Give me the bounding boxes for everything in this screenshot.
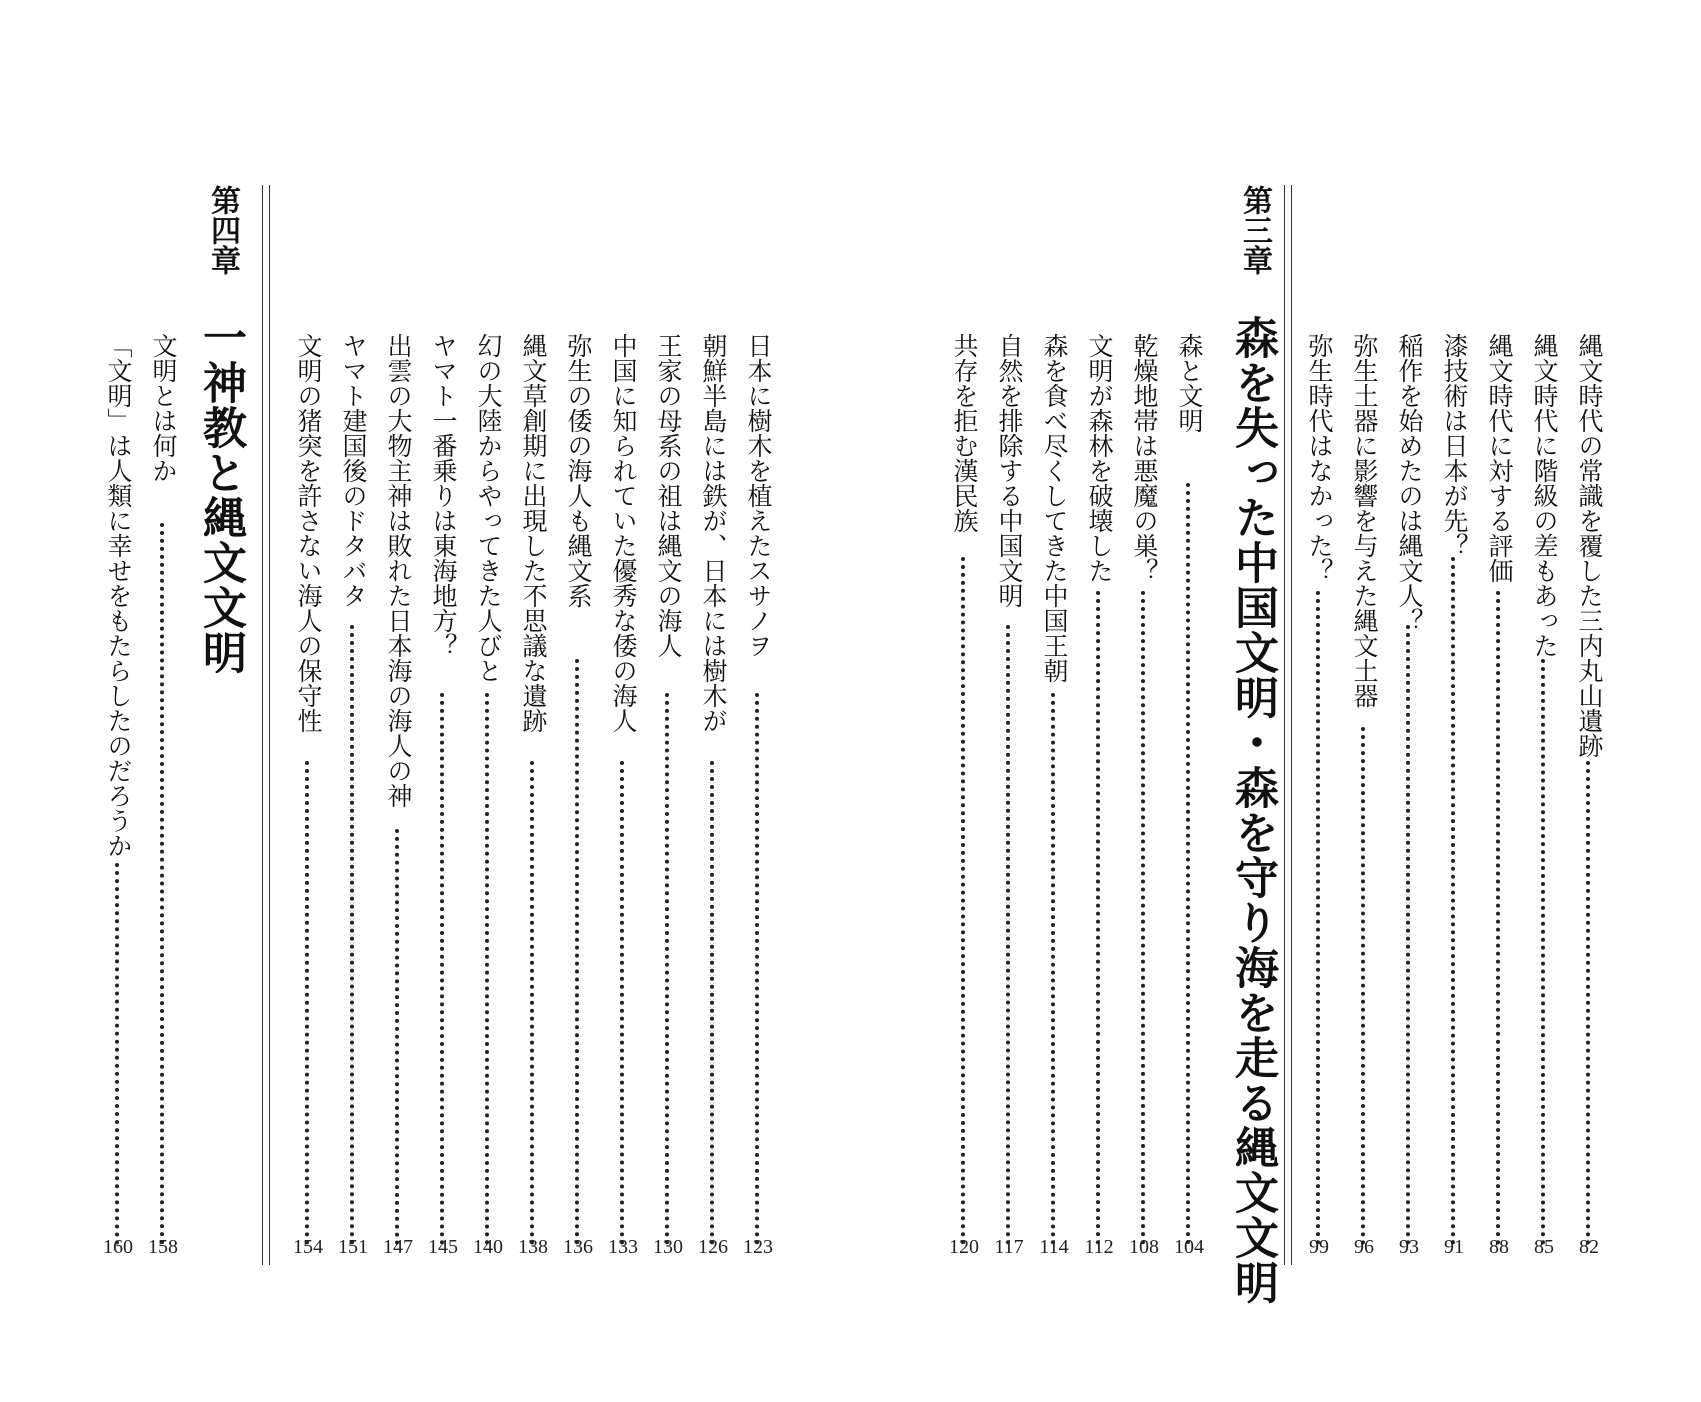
toc-entry-title: 森を食べ尽くしてきた中国王朝 (1040, 333, 1069, 683)
dot-leader (1586, 761, 1590, 1245)
chapter-rule (1284, 185, 1292, 1265)
chapter-rule (262, 185, 270, 1265)
toc-page-number: 126 (698, 1236, 728, 1258)
toc-page-number: 104 (1174, 1236, 1204, 1258)
toc-entry[interactable] (606, 333, 640, 1253)
toc-entry-title: 稲作を始めたのは縄文人？ (1395, 333, 1424, 633)
toc-entry-title: 縄文草創期に出現した不思議な遺跡 (519, 333, 548, 733)
toc-entry-title: 弥生時代はなかった？ (1305, 333, 1334, 583)
dot-leader (1006, 625, 1010, 1245)
toc-entry[interactable] (651, 333, 685, 1253)
dot-leader (1316, 591, 1320, 1245)
toc-entry[interactable] (696, 333, 730, 1253)
dot-leader (755, 693, 759, 1245)
toc-entry-title: 弥生の倭の海人も縄文系 (564, 333, 593, 608)
toc-page-number: 91 (1444, 1236, 1464, 1258)
toc-entry[interactable] (1347, 333, 1381, 1253)
toc-page-number: 154 (293, 1236, 323, 1258)
dot-leader (440, 693, 444, 1245)
toc-page-number: 138 (518, 1236, 548, 1258)
toc-page-number: 117 (994, 1236, 1024, 1258)
toc-entry-title: 縄文時代に対する評価 (1485, 333, 1514, 583)
dot-leader (530, 761, 534, 1245)
toc-entry-title: 乾燥地帯は悪魔の巣？ (1130, 333, 1159, 583)
dot-leader (115, 863, 119, 1245)
toc-entry-title: 幻の大陸からやってきた人びと (474, 333, 503, 683)
toc-page-number: 160 (103, 1236, 133, 1258)
toc-entry-title: 弥生土器に影響を与えた縄文土器 (1350, 333, 1379, 708)
toc-entry[interactable] (471, 333, 505, 1253)
dot-leader (620, 761, 624, 1245)
toc-entry[interactable] (426, 333, 460, 1253)
toc-entry-title: 「文明」は人類に幸せをもたらしたのだろうか (104, 333, 133, 858)
toc-page-number: 158 (148, 1236, 178, 1258)
toc-entry[interactable] (1482, 333, 1516, 1253)
dot-leader (961, 557, 965, 1245)
toc-entry-title: 王家の母系の祖は縄文の海人 (654, 333, 683, 658)
toc-entry[interactable] (291, 333, 325, 1253)
toc-entry[interactable] (741, 333, 775, 1253)
toc-entry-title: 縄文時代の常識を覆した三内丸山遺跡 (1575, 333, 1604, 758)
toc-entry[interactable] (1302, 333, 1336, 1253)
dot-leader (1141, 591, 1145, 1245)
dot-leader (1186, 483, 1190, 1245)
toc-entry[interactable] (101, 333, 135, 1253)
toc-entry-title: 漆技術は日本が先？ (1440, 333, 1469, 558)
toc-entry[interactable] (381, 333, 415, 1253)
toc-page-number: 85 (1534, 1236, 1554, 1258)
dot-leader (710, 761, 714, 1245)
toc-entry[interactable] (516, 333, 550, 1253)
toc-entry-title: 縄文時代に階級の差もあった (1530, 333, 1559, 658)
toc-page-number: 82 (1579, 1236, 1599, 1258)
dot-leader (305, 761, 309, 1245)
toc-page-number: 112 (1084, 1236, 1114, 1258)
toc-entry-title: 朝鮮半島には鉄が、日本には樹木が (699, 333, 728, 733)
toc-entry-title: 自然を排除する中国文明 (995, 333, 1024, 608)
chapter-title: 森を失った中国文明・森を守り海を走る縄文文明 (1227, 315, 1278, 1305)
toc-page-number: 108 (1129, 1236, 1159, 1258)
toc-entry-title: 中国に知られていた優秀な倭の海人 (609, 333, 638, 733)
toc-entry-title: 文明とは何か (149, 333, 178, 483)
toc-entry[interactable] (1527, 333, 1561, 1253)
toc-page-number: 99 (1309, 1236, 1329, 1258)
toc-page-number: 151 (338, 1236, 368, 1258)
dot-leader (1406, 625, 1410, 1245)
chapter-number: 第三章 (1237, 185, 1272, 275)
toc-entry-title: 文明が森林を破壊した (1085, 333, 1114, 583)
toc-entry-title: 森と文明 (1175, 333, 1204, 433)
chapter-title: 一神教と縄文文明 (195, 315, 246, 675)
toc-entry-title: 文明の猪突を許さない海人の保守性 (294, 333, 323, 733)
dot-leader (395, 829, 399, 1245)
dot-leader (1051, 693, 1055, 1245)
toc-page-number: 123 (743, 1236, 773, 1258)
dot-leader (1541, 659, 1545, 1245)
dot-leader (160, 523, 164, 1245)
toc-entry[interactable] (1172, 333, 1206, 1253)
toc-entry[interactable] (947, 333, 981, 1253)
toc-page-number: 96 (1354, 1236, 1374, 1258)
toc-page-number: 120 (949, 1236, 979, 1258)
dot-leader (1361, 727, 1365, 1245)
toc-entry[interactable] (1082, 333, 1116, 1253)
toc-entry-title: ヤマト建国後のドタバタ (339, 333, 368, 608)
dot-leader (575, 659, 579, 1245)
dot-leader (1096, 591, 1100, 1245)
toc-page-number: 145 (428, 1236, 458, 1258)
toc-page-number: 88 (1489, 1236, 1509, 1258)
toc-entry[interactable] (561, 333, 595, 1253)
dot-leader (485, 693, 489, 1245)
toc-entry[interactable] (992, 333, 1026, 1253)
toc-page-number: 147 (383, 1236, 413, 1258)
toc-entry[interactable] (1127, 333, 1161, 1253)
toc-page-number: 93 (1399, 1236, 1419, 1258)
chapter-number: 第四章 (205, 185, 240, 275)
toc-entry-title: 日本に樹木を植えたスサノヲ (744, 333, 773, 658)
toc-page-number: 136 (563, 1236, 593, 1258)
dot-leader (1496, 591, 1500, 1245)
toc-entry[interactable] (1392, 333, 1426, 1253)
dot-leader (1451, 557, 1455, 1245)
toc-page-number: 114 (1039, 1236, 1069, 1258)
toc-page-number: 140 (473, 1236, 503, 1258)
toc-entry[interactable] (1437, 333, 1471, 1253)
toc-entry[interactable] (336, 333, 370, 1253)
toc-page-number: 133 (608, 1236, 638, 1258)
toc-entry-title: 共存を拒む漢民族 (950, 333, 979, 533)
toc-entry-title: ヤマト一番乗りは東海地方？ (429, 333, 458, 658)
dot-leader (350, 625, 354, 1245)
toc-entry-title: 出雲の大物主神は敗れた日本海の海人の神 (384, 333, 413, 808)
toc-page-number: 130 (653, 1236, 683, 1258)
toc-entry[interactable] (146, 333, 180, 1253)
dot-leader (665, 693, 669, 1245)
toc-entry[interactable] (1037, 333, 1071, 1253)
toc-entry[interactable] (1572, 333, 1606, 1253)
